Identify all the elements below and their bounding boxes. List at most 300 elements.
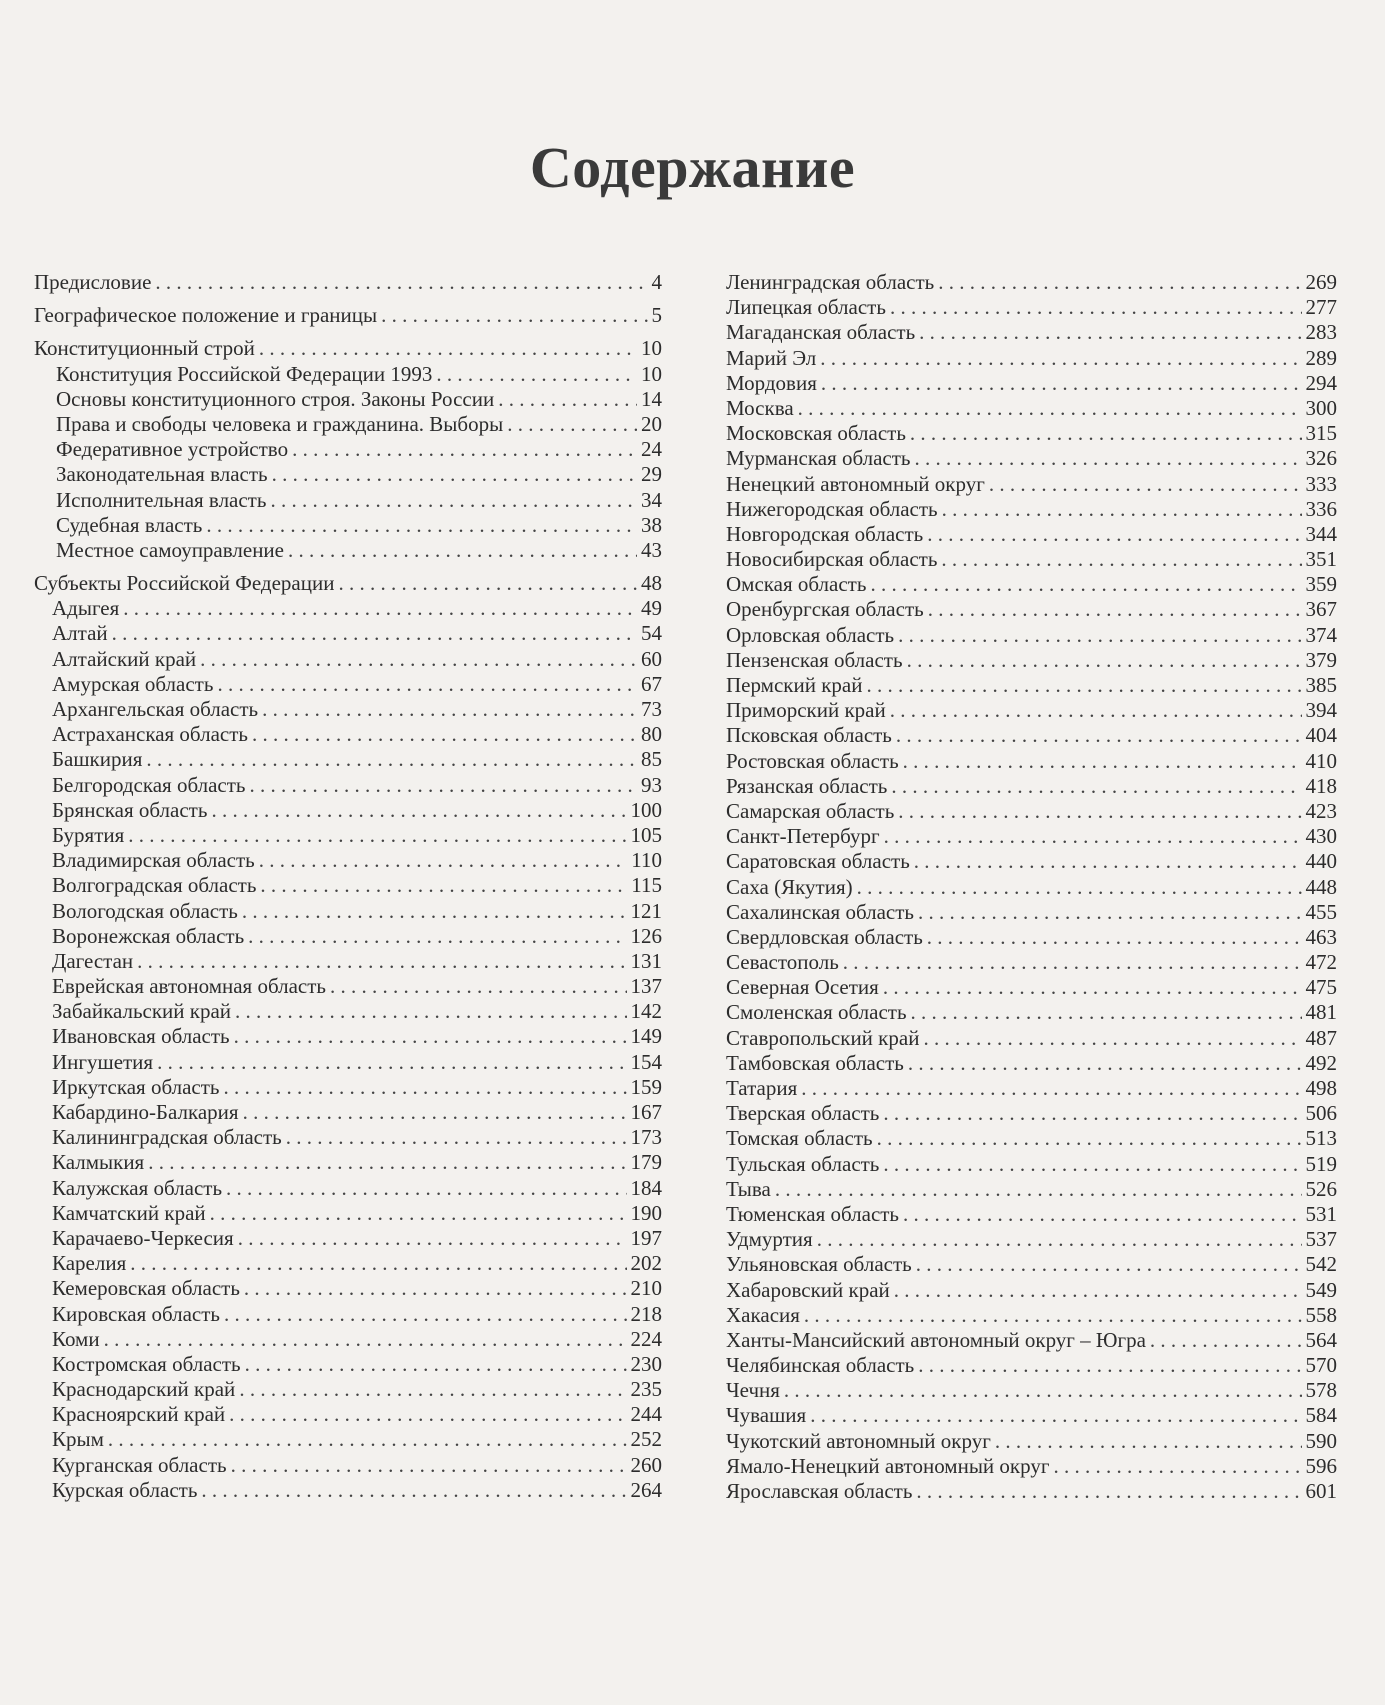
toc-entry-page: 315 xyxy=(1305,421,1337,446)
toc-entry[interactable] xyxy=(726,723,1337,748)
toc-entry-page: 481 xyxy=(1305,1000,1337,1025)
toc-entry[interactable] xyxy=(34,697,662,722)
toc-entry-page: 359 xyxy=(1305,572,1337,597)
toc-entry[interactable] xyxy=(726,849,1337,874)
toc-leader-dots xyxy=(918,900,1302,925)
toc-entry-page: 142 xyxy=(630,999,662,1024)
toc-entry[interactable] xyxy=(34,999,662,1024)
toc-entry-label: Конституционный строй xyxy=(34,336,255,361)
toc-entry[interactable] xyxy=(726,522,1337,547)
toc-entry[interactable] xyxy=(34,270,662,295)
toc-entry-page: 264 xyxy=(630,1477,662,1502)
toc-entry-label: Географическое положение и границы xyxy=(34,303,378,328)
toc-entry-label: Тыва xyxy=(726,1176,771,1201)
toc-entry-label: Белгородская область xyxy=(52,772,246,797)
toc-entry[interactable] xyxy=(34,488,662,513)
toc-leader-dots xyxy=(903,1202,1301,1227)
toc-entry[interactable] xyxy=(726,1076,1337,1101)
toc-entry-page: 54 xyxy=(641,621,662,646)
toc-leader-dots xyxy=(210,1201,627,1226)
toc-entry-page: 549 xyxy=(1305,1277,1337,1302)
toc-entry[interactable] xyxy=(726,749,1337,774)
toc-entry[interactable] xyxy=(34,538,662,563)
toc-leader-dots xyxy=(890,698,1302,723)
toc-entry[interactable] xyxy=(726,270,1337,295)
toc-entry[interactable] xyxy=(34,647,662,672)
toc-leader-dots xyxy=(242,899,627,924)
toc-leader-dots xyxy=(843,950,1302,975)
toc-entry[interactable] xyxy=(726,472,1337,497)
toc-entry[interactable] xyxy=(34,1327,662,1352)
toc-entry-label: Мурманская область xyxy=(726,446,911,471)
toc-entry[interactable] xyxy=(726,1353,1337,1378)
toc-entry-page: 455 xyxy=(1305,899,1337,924)
toc-entry[interactable] xyxy=(34,899,662,924)
toc-leader-dots xyxy=(907,648,1302,673)
toc-entry[interactable] xyxy=(726,1177,1337,1202)
toc-entry[interactable] xyxy=(726,1026,1337,1051)
toc-entry[interactable] xyxy=(34,621,662,646)
toc-entry-label: Свердловская область xyxy=(726,924,923,949)
toc-leader-dots xyxy=(381,303,647,328)
toc-entry[interactable] xyxy=(34,949,662,974)
toc-entry-page: 584 xyxy=(1305,1403,1337,1428)
toc-entry[interactable] xyxy=(726,975,1337,1000)
toc-leader-dots xyxy=(890,295,1302,320)
toc-leader-dots xyxy=(1150,1328,1302,1353)
toc-entry-page: 126 xyxy=(630,923,662,948)
toc-entry[interactable] xyxy=(34,1125,662,1150)
toc-entry-label: Саратовская область xyxy=(726,849,910,874)
toc-entry[interactable] xyxy=(34,773,662,798)
toc-entry-page: 385 xyxy=(1305,673,1337,697)
toc-entry[interactable] xyxy=(726,346,1337,371)
toc-entry-page: 519 xyxy=(1305,1151,1337,1176)
toc-entry[interactable] xyxy=(34,823,662,848)
toc-leader-dots xyxy=(231,1453,627,1478)
toc-entry-label: Удмуртия xyxy=(726,1227,813,1252)
toc-entry-label: Псковская область xyxy=(726,723,892,748)
toc-entry-label: Тульская область xyxy=(726,1151,880,1176)
toc-entry-label: Архангельская область xyxy=(52,697,259,721)
toc-entry[interactable] xyxy=(34,1276,662,1301)
toc-entry[interactable] xyxy=(34,1377,662,1402)
toc-entry-label: Магаданская область xyxy=(726,320,916,345)
toc-leader-dots xyxy=(938,270,1301,295)
toc-entry-label: Самарская область xyxy=(726,798,895,823)
toc-entry[interactable] xyxy=(34,1176,662,1201)
toc-entry-label: Курганская область xyxy=(52,1452,227,1477)
toc-entry-label: Бурятия xyxy=(52,822,125,847)
toc-entry-label: Тюменская область xyxy=(726,1201,900,1226)
toc-leader-dots xyxy=(898,623,1301,648)
toc-leader-dots xyxy=(292,437,637,462)
toc-entry[interactable] xyxy=(726,1000,1337,1025)
toc-entry-label: Челябинская область xyxy=(726,1353,915,1378)
toc-entry[interactable] xyxy=(726,950,1337,975)
toc-leader-dots xyxy=(288,538,637,563)
toc-entry[interactable] xyxy=(726,1227,1337,1252)
toc-entry[interactable] xyxy=(726,1454,1337,1479)
toc-entry[interactable] xyxy=(726,320,1337,345)
toc-entry[interactable] xyxy=(34,747,662,772)
toc-entry-label: Санкт-Петербург xyxy=(726,824,880,849)
toc-entry[interactable] xyxy=(34,412,662,437)
toc-entry[interactable] xyxy=(726,799,1337,824)
toc-entry-label: Башкирия xyxy=(52,747,143,772)
toc-entry-label: Ростовская область xyxy=(726,748,899,773)
toc-entry-page: 294 xyxy=(1305,370,1337,395)
toc-entry-page: 300 xyxy=(1305,395,1337,420)
toc-leader-dots xyxy=(911,1000,1302,1025)
toc-entry[interactable] xyxy=(34,362,662,387)
toc-leader-dots xyxy=(137,949,626,974)
toc-entry[interactable] xyxy=(34,974,662,999)
toc-entry[interactable] xyxy=(34,1100,662,1125)
toc-entry-page: 492 xyxy=(1305,1050,1337,1075)
toc-entry[interactable] xyxy=(34,596,662,621)
toc-entry[interactable] xyxy=(34,1453,662,1478)
toc-entry[interactable] xyxy=(726,774,1337,799)
toc-entry-label: Ненецкий автономный округ xyxy=(726,471,985,496)
toc-entry-page: 20 xyxy=(641,411,662,436)
toc-entry-page: 537 xyxy=(1305,1227,1337,1252)
toc-entry-page: 260 xyxy=(630,1452,662,1477)
toc-leader-dots xyxy=(330,974,627,999)
toc-entry[interactable] xyxy=(726,1328,1337,1353)
toc-entry-label: Воронежская область xyxy=(52,923,245,948)
toc-entry[interactable] xyxy=(726,421,1337,446)
toc-leader-dots xyxy=(338,571,637,596)
toc-leader-dots xyxy=(927,522,1301,547)
toc-entry-label: Кемеровская область xyxy=(52,1276,240,1301)
toc-entry[interactable] xyxy=(726,1252,1337,1277)
toc-leader-dots xyxy=(908,1051,1302,1076)
toc-entry-label: Новосибирская область xyxy=(726,547,938,572)
toc-entry[interactable] xyxy=(34,462,662,487)
toc-entry[interactable] xyxy=(726,597,1337,622)
toc-entry[interactable] xyxy=(34,1302,662,1327)
toc-entry[interactable] xyxy=(726,1278,1337,1303)
toc-entry-page: 564 xyxy=(1305,1327,1337,1352)
toc-entry[interactable] xyxy=(726,295,1337,320)
toc-entry[interactable] xyxy=(34,1201,662,1226)
toc-entry-page: 404 xyxy=(1305,723,1337,748)
toc-leader-dots xyxy=(217,672,637,697)
toc-entry-page: 410 xyxy=(1305,748,1337,773)
toc-entry[interactable] xyxy=(34,571,662,596)
toc-entry[interactable] xyxy=(726,497,1337,522)
toc-leader-dots xyxy=(898,799,1301,824)
toc-entry-page: 475 xyxy=(1305,975,1337,1000)
toc-leader-dots xyxy=(927,925,1302,950)
toc-leader-dots xyxy=(200,647,637,672)
toc-entry-label: Северная Осетия xyxy=(726,975,879,1000)
toc-entry-page: 269 xyxy=(1305,270,1337,294)
toc-entry-page: 326 xyxy=(1305,446,1337,471)
toc-entry-label: Омская область xyxy=(726,572,867,597)
toc-entry-label: Саха (Якутия) xyxy=(726,874,853,899)
toc-entry[interactable] xyxy=(34,848,662,873)
toc-entry-page: 448 xyxy=(1305,874,1337,899)
toc-entry-label: Чувашия xyxy=(726,1403,807,1428)
toc-entry-label: Предисловие xyxy=(34,270,152,294)
toc-entry-label: Адыгея xyxy=(52,596,120,621)
toc-entry[interactable] xyxy=(34,437,662,462)
toc-entry[interactable] xyxy=(34,1050,662,1075)
toc-leader-dots xyxy=(238,1226,627,1251)
toc-entry-page: 24 xyxy=(641,437,662,462)
toc-entry[interactable] xyxy=(726,1378,1337,1403)
toc-entry[interactable] xyxy=(34,924,662,949)
toc-entry[interactable] xyxy=(34,672,662,697)
toc-entry[interactable] xyxy=(34,1024,662,1049)
toc-entry[interactable] xyxy=(726,1101,1337,1126)
toc-entry-page: 379 xyxy=(1305,647,1337,672)
toc-entry[interactable] xyxy=(726,648,1337,673)
toc-entry[interactable] xyxy=(726,1403,1337,1428)
toc-entry[interactable] xyxy=(726,900,1337,925)
toc-entry-page: 590 xyxy=(1305,1428,1337,1453)
toc-entry[interactable] xyxy=(34,1251,662,1276)
toc-entry[interactable] xyxy=(726,396,1337,421)
toc-entry[interactable] xyxy=(34,722,662,747)
toc-entry-page: 218 xyxy=(630,1301,662,1326)
toc-entry-page: 210 xyxy=(630,1276,662,1301)
toc-leader-dots xyxy=(224,1302,626,1327)
toc-leader-dots xyxy=(801,1076,1301,1101)
toc-entry-page: 472 xyxy=(1305,950,1337,975)
toc-entry-label: Мордовия xyxy=(726,370,817,395)
toc-entry-label: Судебная власть xyxy=(56,512,203,537)
toc-entry-label: Пензенская область xyxy=(726,647,903,672)
toc-leader-dots xyxy=(507,412,637,437)
toc-leader-dots xyxy=(498,387,637,412)
toc-entry-page: 367 xyxy=(1305,597,1337,622)
toc-entry-label: Калужская область xyxy=(52,1175,223,1200)
toc-entry[interactable] xyxy=(726,572,1337,597)
toc-entry-page: 601 xyxy=(1305,1479,1337,1503)
toc-entry-label: Орловская область xyxy=(726,622,895,647)
toc-entry-label: Томская область xyxy=(726,1126,873,1151)
toc-entry[interactable] xyxy=(726,1202,1337,1227)
toc-entry[interactable] xyxy=(726,1479,1337,1504)
toc-entry-page: 596 xyxy=(1305,1453,1337,1478)
toc-entry[interactable] xyxy=(726,673,1337,698)
toc-leader-dots xyxy=(798,396,1302,421)
toc-entry-label: Владимирская область xyxy=(52,848,255,873)
toc-entry-label: Ханты-Мансийский автономный округ – Югра xyxy=(726,1327,1146,1352)
toc-leader-dots xyxy=(784,1378,1302,1403)
toc-entry[interactable] xyxy=(34,387,662,412)
toc-entry-page: 487 xyxy=(1305,1025,1337,1050)
toc-entry-label: Местное самоуправление xyxy=(56,537,284,562)
toc-entry-page: 184 xyxy=(630,1175,662,1200)
toc-leader-dots xyxy=(436,362,637,387)
toc-entry-label: Ярославская область xyxy=(726,1479,913,1503)
toc-leader-dots xyxy=(248,924,626,949)
toc-entry-page: 394 xyxy=(1305,698,1337,723)
toc-leader-dots xyxy=(804,1303,1302,1328)
toc-entry[interactable] xyxy=(726,698,1337,723)
toc-entry-page: 333 xyxy=(1305,471,1337,496)
toc-leader-dots xyxy=(104,1327,627,1352)
toc-leader-dots xyxy=(243,1100,627,1125)
toc-entry-label: Ямало-Ненецкий автономный округ xyxy=(726,1453,1050,1478)
toc-entry[interactable] xyxy=(34,798,662,823)
toc-leader-dots xyxy=(915,446,1302,471)
toc-entry-label: Ульяновская область xyxy=(726,1252,912,1277)
toc-entry-label: Приморский край xyxy=(726,698,886,723)
toc-entry[interactable] xyxy=(726,1152,1337,1177)
toc-entry-label: Амурская область xyxy=(52,671,214,696)
toc-entry-page: 440 xyxy=(1305,849,1337,874)
toc-leader-dots xyxy=(870,572,1301,597)
toc-entry[interactable] xyxy=(34,1075,662,1100)
toc-entry-page: 430 xyxy=(1305,824,1337,849)
toc-entry-label: Тамбовская область xyxy=(726,1050,904,1075)
toc-entry-page: 73 xyxy=(641,697,662,721)
toc-entry[interactable] xyxy=(34,1226,662,1251)
toc-entry[interactable] xyxy=(726,824,1337,849)
toc-entry[interactable] xyxy=(34,873,662,898)
toc-entry-label: Костромская область xyxy=(52,1351,241,1376)
toc-leader-dots xyxy=(155,270,647,295)
toc-entry-label: Пермский край xyxy=(726,673,863,697)
toc-leader-dots xyxy=(918,1353,1301,1378)
toc-leader-dots xyxy=(157,1050,626,1075)
toc-entry[interactable] xyxy=(34,1150,662,1175)
toc-entry-page: 252 xyxy=(630,1427,662,1452)
toc-leader-dots xyxy=(1053,1454,1301,1479)
toc-entry[interactable] xyxy=(34,1478,662,1503)
toc-leader-dots xyxy=(130,1251,626,1276)
toc-leader-dots xyxy=(914,849,1302,874)
toc-entry-page: 93 xyxy=(641,772,662,797)
toc-entry-label: Хакасия xyxy=(726,1302,800,1327)
toc-entry-label: Крым xyxy=(52,1427,104,1452)
toc-entry[interactable] xyxy=(726,1126,1337,1151)
toc-entry-label: Татария xyxy=(726,1076,798,1100)
toc-entry-page: 526 xyxy=(1305,1176,1337,1201)
page-title: Содержание xyxy=(529,135,856,200)
toc-leader-dots xyxy=(910,421,1302,446)
toc-entry-label: Чукотский автономный округ xyxy=(726,1428,991,1453)
toc-entry[interactable] xyxy=(34,1427,662,1452)
toc-entry[interactable] xyxy=(34,513,662,538)
toc-entry-page: 570 xyxy=(1305,1353,1337,1378)
toc-entry-page: 115 xyxy=(631,873,662,898)
toc-entry-page: 277 xyxy=(1305,295,1337,320)
toc-entry-page: 10 xyxy=(641,336,662,361)
toc-entry-label: Забайкальский край xyxy=(52,999,232,1024)
toc-leader-dots xyxy=(259,336,637,361)
toc-entry[interactable] xyxy=(34,1352,662,1377)
toc-leader-dots xyxy=(123,596,637,621)
toc-entry[interactable] xyxy=(34,1402,662,1427)
toc-entry-page: 5 xyxy=(651,303,662,328)
toc-leader-dots xyxy=(941,547,1301,572)
toc-leader-dots xyxy=(903,749,1302,774)
toc-entry-page: 149 xyxy=(630,1024,662,1049)
toc-leader-dots xyxy=(211,798,626,823)
toc-entry[interactable] xyxy=(726,1303,1337,1328)
toc-entry[interactable] xyxy=(726,925,1337,950)
toc-entry[interactable] xyxy=(34,336,662,361)
toc-entry-label: Кабардино-Балкария xyxy=(52,1100,239,1124)
toc-entry-page: 558 xyxy=(1305,1302,1337,1327)
toc-leader-dots xyxy=(891,774,1301,799)
toc-entry-label: Севастополь xyxy=(726,950,839,975)
toc-entry-page: 85 xyxy=(641,747,662,772)
toc-leader-dots xyxy=(995,1429,1302,1454)
toc-entry-page: 190 xyxy=(630,1200,662,1225)
toc-entry[interactable] xyxy=(726,547,1337,572)
toc-entry-page: 197 xyxy=(630,1225,662,1250)
toc-entry-label: Тверская область xyxy=(726,1101,880,1126)
toc-entry-page: 224 xyxy=(630,1326,662,1351)
toc-entry-label: Нижегородская область xyxy=(726,496,938,521)
toc-entry-label: Субъекты Российской Федерации xyxy=(34,571,335,596)
toc-entry[interactable] xyxy=(726,446,1337,471)
toc-entry-label: Сахалинская область xyxy=(726,899,914,924)
toc-entry-page: 542 xyxy=(1305,1252,1337,1277)
toc-entry-page: 374 xyxy=(1305,622,1337,647)
toc-entry-label: Конституция Российской Федерации 1993 xyxy=(56,361,433,386)
toc-entry-label: Оренбургская область xyxy=(726,597,924,622)
toc-entry[interactable] xyxy=(726,623,1337,648)
toc-entry-page: 131 xyxy=(630,948,662,973)
toc-leader-dots xyxy=(989,472,1302,497)
toc-entry-label: Волгоградская область xyxy=(52,873,257,898)
toc-entry-page: 578 xyxy=(1305,1378,1337,1403)
toc-entry[interactable] xyxy=(726,875,1337,900)
toc-entry-label: Вологодская область xyxy=(52,898,238,923)
toc-entry-label: Коми xyxy=(52,1326,100,1351)
toc-entry[interactable] xyxy=(726,371,1337,396)
toc-leader-dots xyxy=(235,999,626,1024)
toc-leader-dots xyxy=(916,1252,1302,1277)
toc-entry-page: 235 xyxy=(630,1377,662,1402)
toc-entry-label: Ивановская область xyxy=(52,1024,230,1049)
toc-entry-page: 110 xyxy=(631,848,662,873)
toc-entry[interactable] xyxy=(34,303,662,328)
toc-entry[interactable] xyxy=(726,1051,1337,1076)
toc-entry-page: 283 xyxy=(1305,320,1337,345)
toc-leader-dots xyxy=(226,1176,626,1201)
toc-entry[interactable] xyxy=(726,1429,1337,1454)
toc-leader-dots xyxy=(128,823,626,848)
toc-entry-page: 34 xyxy=(641,487,662,512)
toc-entry-label: Новгородская область xyxy=(726,521,924,546)
toc-entry-label: Красноярский край xyxy=(52,1402,226,1427)
toc-entry-page: 344 xyxy=(1305,521,1337,546)
toc-entry-page: 498 xyxy=(1305,1076,1337,1100)
toc-entry-label: Курская область xyxy=(52,1477,198,1502)
toc-entry-label: Дагестан xyxy=(52,948,134,973)
toc-entry-label: Липецкая область xyxy=(726,295,886,320)
toc-entry-page: 38 xyxy=(641,512,662,537)
toc-leader-dots xyxy=(272,462,637,487)
toc-leader-dots xyxy=(942,497,1302,522)
toc-entry-label: Алтайский край xyxy=(52,646,197,671)
toc-entry-page: 29 xyxy=(641,462,662,487)
toc-leader-dots xyxy=(884,824,1302,849)
toc-entry-page: 14 xyxy=(641,386,662,411)
toc-entry-label: Астраханская область xyxy=(52,722,248,747)
toc-entry-label: Чечня xyxy=(726,1378,780,1403)
toc-entry-page: 230 xyxy=(630,1351,662,1376)
